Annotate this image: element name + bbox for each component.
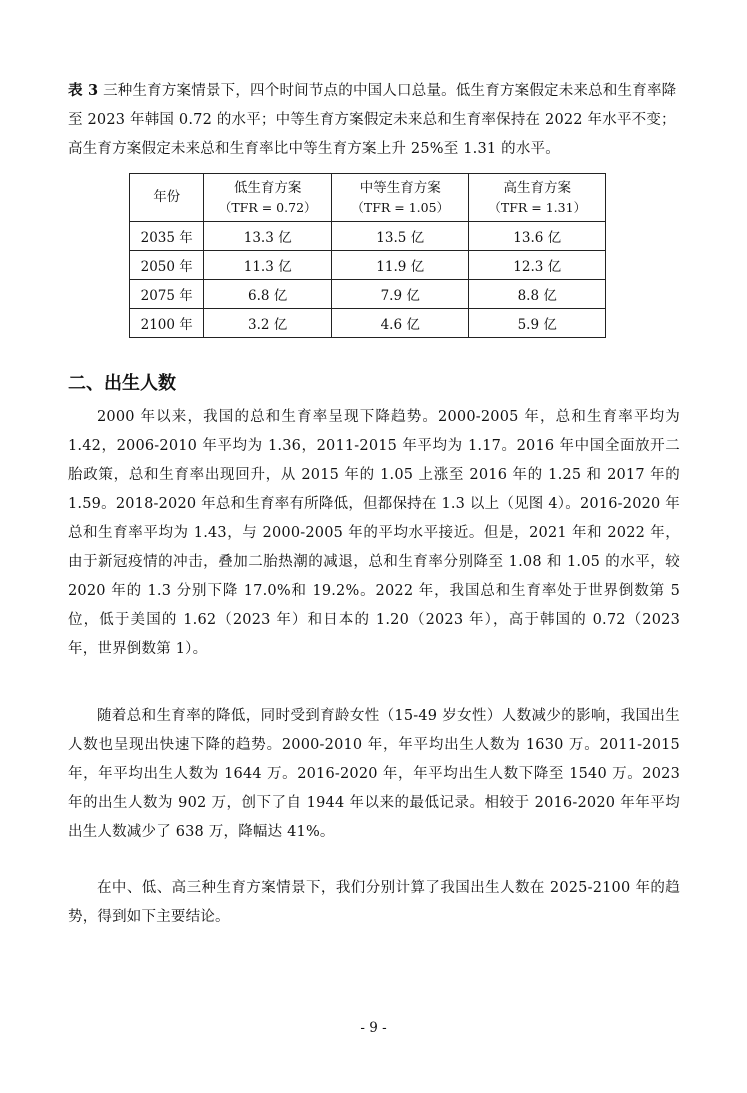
header-high	[469, 174, 606, 222]
header-year: 年份	[130, 174, 204, 222]
header-mid-tfr: （TFR = 1.05）	[351, 199, 450, 215]
body-paragraph: 在中、低、高三种生育方案情景下，我们分别计算了我国出生人数在 2025-2100 年的趋势，得到如下主要结论。	[68, 880, 680, 925]
cell-high: 13.6 亿	[469, 222, 606, 251]
cell-high: 12.3 亿	[469, 251, 606, 280]
header-mid	[332, 174, 469, 222]
header-low-tfr: （TFR = 0.72）	[218, 199, 317, 215]
header-mid-label: 中等生育方案	[359, 179, 441, 196]
cell-mid: 11.9 亿	[332, 251, 469, 280]
header-high-label: 高生育方案	[503, 179, 571, 196]
header-high-tfr: （TFR = 1.31）	[488, 199, 587, 215]
cell-low: 11.3 亿	[204, 251, 332, 280]
header-low	[204, 174, 332, 222]
table-row	[130, 309, 606, 338]
cell-low: 13.3 亿	[204, 222, 332, 251]
body-paragraph: 随着总和生育率的降低，同时受到育龄女性（15-49 岁女性）人数减少的影响，我国出生人数也呈现出快速下降的趋势。2000-2010 年，年平均出生人数为 1630 万。2011-2015 年，年平均出生人数为 1644 万。2016-2020 年，年平均出生人数下降至 1540 万。2023 年的出生人数为 902 万，创下了自 1944 年以来的最低记录。相较于 2016-2020 年年平均出生人数减少了 638 万，降幅达 41%。	[68, 708, 680, 840]
header-low-label: 低生育方案	[233, 179, 302, 196]
page-number: - 9 -	[360, 1020, 387, 1036]
table-caption	[68, 76, 680, 164]
cell-year: 2050 年	[130, 251, 204, 280]
cell-high: 8.8 亿	[469, 280, 606, 309]
cell-mid: 13.5 亿	[332, 222, 469, 251]
cell-low: 3.2 亿	[204, 309, 332, 338]
table-row	[130, 251, 606, 280]
body-paragraph: 2000 年以来，我国的总和生育率呈现下降趋势。2000-2005 年，总和生育率平均为 1.42，2006-2010 年平均为 1.36，2011-2015 年平均为 1.17。2016 年中国全面放开二胎政策，总和生育率出现回升，从 2015 年的 1.05 上涨至 2016 年的 1.25 和 2017 年的 1.59。2018-2020 年总和生育率有所降低，但都保持在 1.3 以上（见图 4）。2016-2020 年总和生育率平均为 1.43，与 2000-2005 年的平均水平接近。但是，2021 年和 2022 年，由于新冠疫情的冲击，叠加二胎热潮的减退，总和生育率分别降至 1.08 和 1.05 的水平，较 2020 年的 1.3 分别下降 17.0%和 19.2%。2022 年，我国总和生育率处于世界倒数第 5 位，低于美国的 1.62（2023 年）和日本的 1.20（2023 年），高于韩国的 0.72（2023 年，世界倒数第 1）。	[68, 409, 680, 657]
cell-year: 2035 年	[130, 222, 204, 251]
cell-low: 6.8 亿	[204, 280, 332, 309]
population-table	[129, 173, 606, 338]
cell-year: 2075 年	[130, 280, 204, 309]
table-row	[130, 280, 606, 309]
table-caption-text: 三种生育方案情景下，四个时间节点的中国人口总量。低生育方案假定未来总和生育率降至 2023 年韩国 0.72 的水平；中等生育方案假定未来总和生育率保持在 2022 年水平不变；高生育方案假定未来总和生育率比中等生育方案上升 25%至 1.31 的水平。	[68, 83, 677, 157]
table-caption-label: 表 3	[68, 82, 99, 99]
cell-mid: 7.9 亿	[332, 280, 469, 309]
section-heading: 二、出生人数	[68, 373, 176, 394]
table-header-row	[130, 174, 606, 222]
cell-mid: 4.6 亿	[332, 309, 469, 338]
cell-high: 5.9 亿	[469, 309, 606, 338]
cell-year: 2100 年	[130, 309, 204, 338]
table-row	[130, 222, 606, 251]
